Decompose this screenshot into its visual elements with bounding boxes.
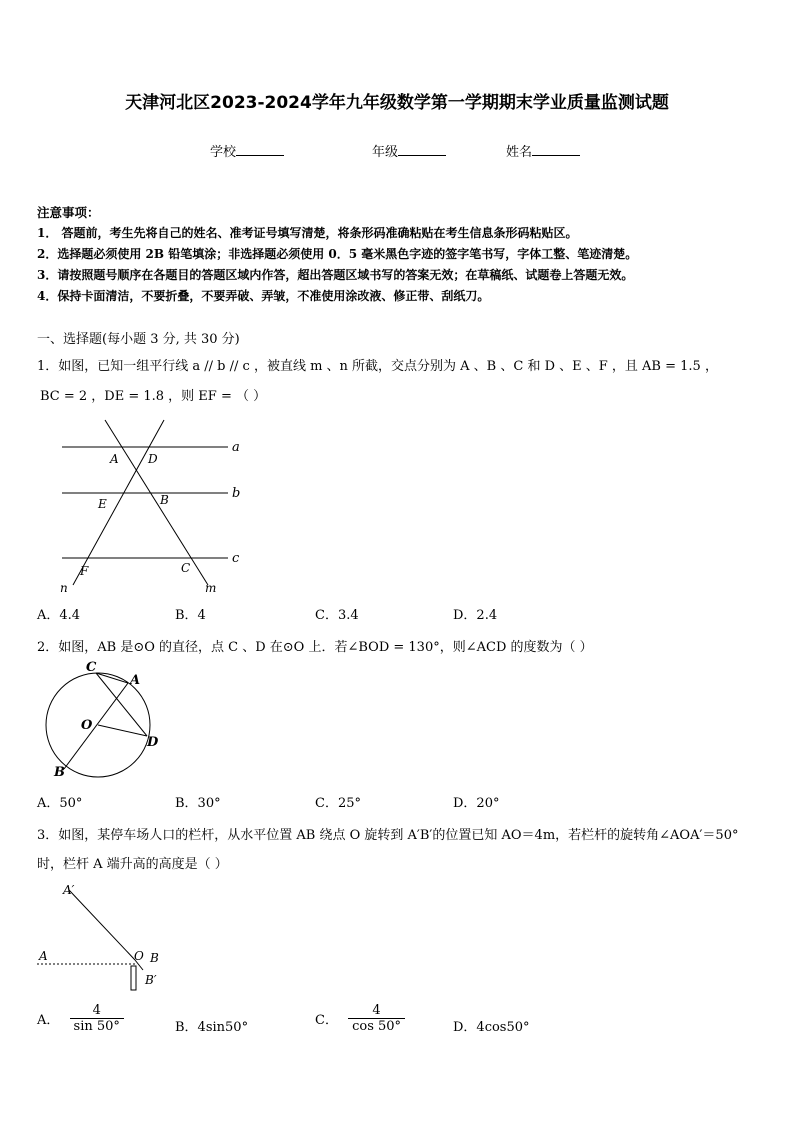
q2-option-a: A．50° [37,796,83,811]
q3-figure [35,880,175,995]
grade-field: 年级 [372,141,446,160]
q2-option-b: B．30° [175,796,221,811]
q3-text-line1: 3．如图，某停车场人口的栏杆，从水平位置 AB 绕点 O 旋转到 A′B′的位置已知 AO＝4m，若栏杆的旋转角∠AOA′＝50° [37,828,739,843]
label-O: O [81,718,93,733]
q3-option-d: D．4cos50° [453,1020,530,1035]
label-c: c [232,551,240,566]
label-D: D [147,735,159,750]
label-n: n [60,581,68,595]
line-m [105,420,208,585]
diameter-ab [64,683,128,769]
bar-a1o [69,890,135,960]
section-heading: 一、选择题(每小题 3 分, 共 30 分) [37,332,240,347]
q1-option-b: B．4 [175,608,206,623]
line-n [73,420,164,585]
q3-option-c: C． $\frac{4}{\cos 50^\circ}$ [315,1003,405,1034]
label-m: m [205,581,217,595]
label-A: A [110,452,119,466]
school-field: 学校 [210,141,284,160]
label-D: D [148,452,158,466]
label-A-prime: A′ [63,883,75,897]
q2-figure [40,658,180,783]
notice-item: 2．选择题必须使用 2B 铅笔填涂；非选择题必须使用 0．5 毫米黑色字迹的签字笔书写，字体工整、笔迹清楚。 [37,247,638,261]
label-A: A [130,673,141,688]
q2-text-line1: 2．如图，AB 是⊙O 的直径，点 C 、D 在⊙O 上．若∠BOD = 130°，则∠ACD 的度数为（ ） [37,640,593,655]
label-b: b [232,486,241,501]
label-F: F [80,564,89,578]
post [131,966,136,990]
label-O: O [134,949,144,963]
notice-item: 4．保持卡面清洁，不要折叠，不要弄破、弄皱，不准使用涂改液、修正带、刮纸刀。 [37,289,490,303]
notice-item: 1． 答题前，考生先将自己的姓名、准考证号填写清楚，将条形码准确粘贴在考生信息条形码粘贴区。 [37,226,578,240]
q1-option-a: A．4.4 [37,608,81,623]
q2-option-c: C．25° [315,796,361,811]
label-C: C [86,660,97,675]
label-a: a [232,440,240,455]
label-B: B [54,765,65,780]
q3-option-b: B．4sin50° [175,1020,249,1035]
q3-option-a: A． $\frac{4}{\sin 50^\circ}$ [37,1003,124,1034]
label-B: B [160,493,169,507]
label-B-prime: B′ [145,973,157,987]
q1-text-line2: BC = 2 ，DE = 1.8 ，则 EF = （ ） [40,389,267,404]
q1-option-c: C．3.4 [315,608,359,623]
notice-heading: 注意事项： [37,205,100,220]
label-A: A [39,949,48,963]
q2-option-d: D．20° [453,796,500,811]
label-C: C [181,561,191,575]
page-title: 天津河北区2023-2024学年九年级数学第一学期期末学业质量监测试题 [125,93,669,113]
label-E: E [98,497,107,511]
notice-item: 3．请按照题号顺序在各题目的答题区域内作答，超出答题区域书写的答案无效；在草稿纸、试题卷上答题无效。 [37,268,634,282]
label-B: B [150,951,159,965]
q3-text-line2: 时，栏杆 A 端升高的高度是（ ） [37,857,228,872]
q1-figure [40,415,250,595]
q1-option-d: D．2.4 [453,608,498,623]
q1-text-line1: 1．如图，已知一组平行线 a // b // c ，被直线 m 、n 所截，交点分别为 A 、B 、C 和 D 、E 、F ，且 AB = 1.5 ， [37,359,718,374]
name-field: 姓名 [506,141,580,160]
